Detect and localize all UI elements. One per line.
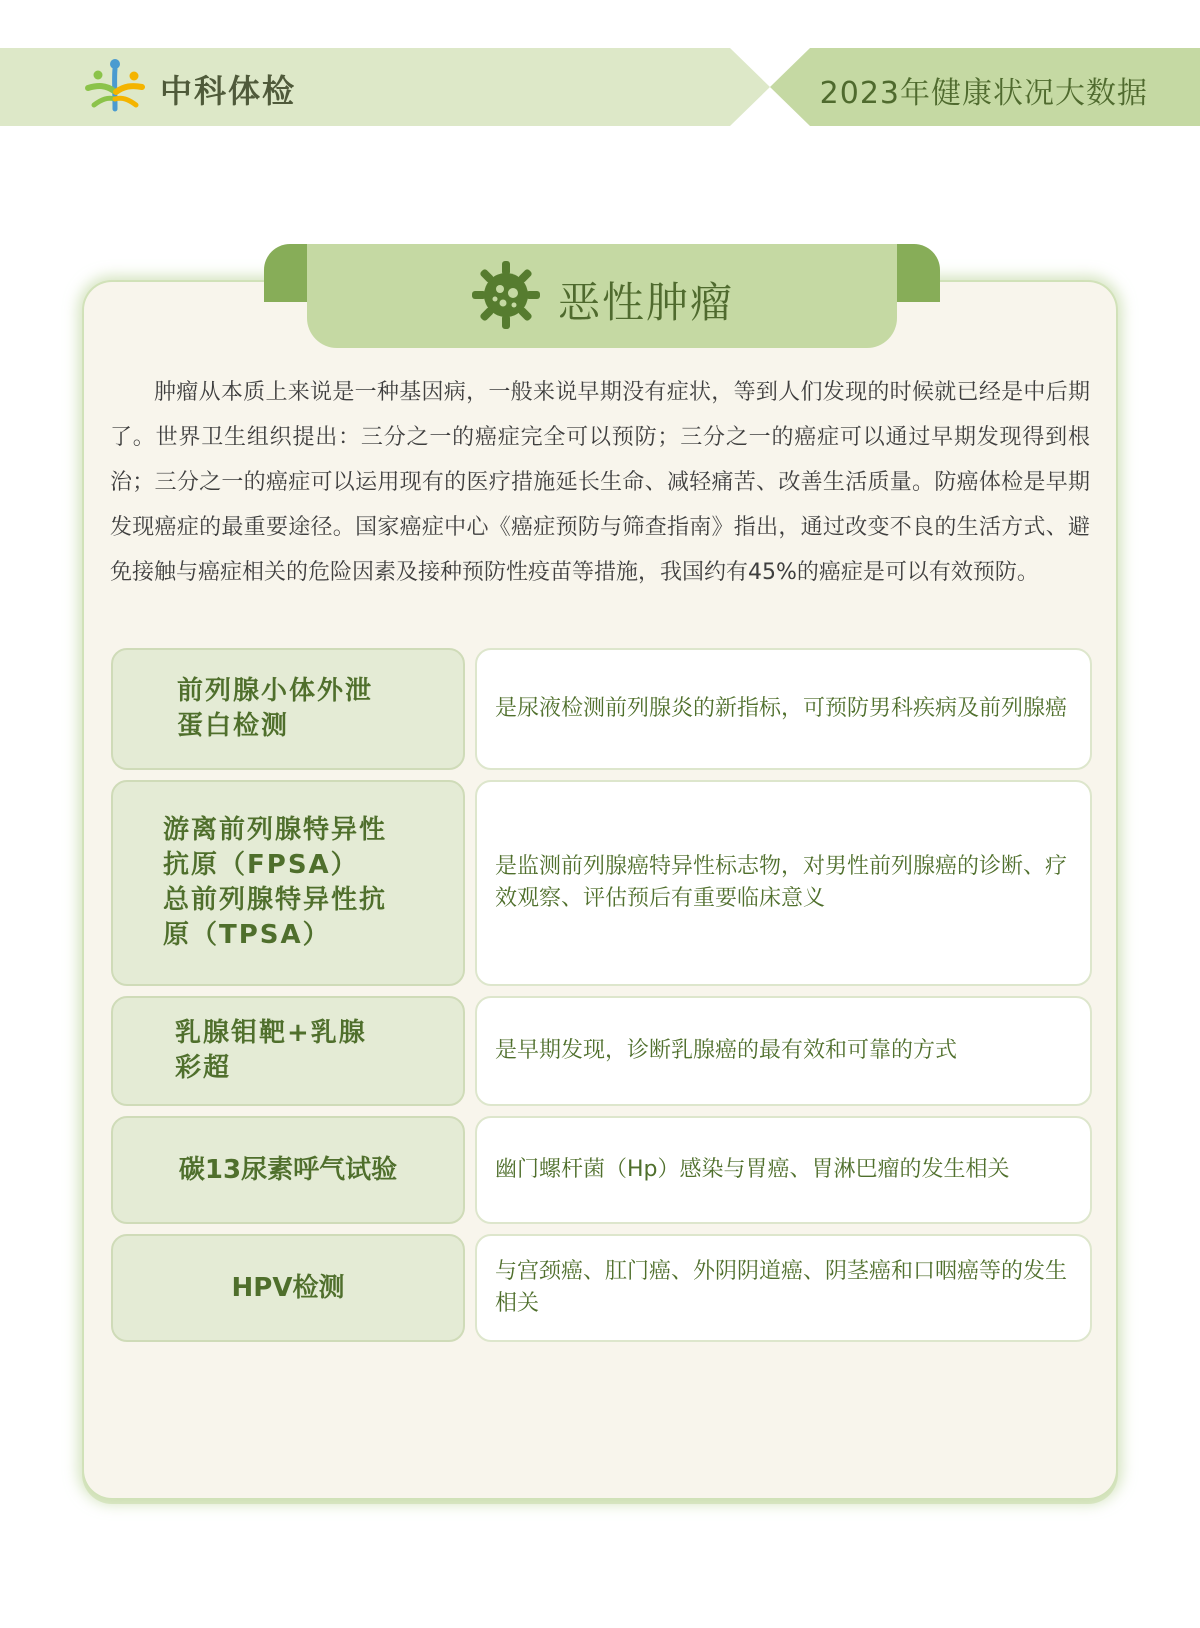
table-row xyxy=(111,1234,1091,1342)
row-label: 游离前列腺特异性 抗原（FPSA） 总前列腺特异性抗 原（TPSA） xyxy=(163,815,388,950)
header-title: 2023年健康状况大数据 xyxy=(819,76,1148,111)
row-desc: 与宫颈癌、肛门癌、外阴阴道癌、阴茎癌和口咽癌等的发生相关 xyxy=(495,1259,1068,1316)
row-label: 前列腺小体外泄 蛋白检测 xyxy=(177,676,374,741)
brand-logo-icon xyxy=(84,55,146,117)
row-desc-cell xyxy=(475,648,1092,770)
row-desc: 幽门螺杆菌（Hp）感染与胃癌、胃淋巴瘤的发生相关 xyxy=(495,1157,1010,1182)
row-label-cell xyxy=(111,996,465,1106)
row-label: 碳13尿素呼气试验 xyxy=(178,1154,398,1185)
table-row xyxy=(111,648,1091,770)
row-desc-cell xyxy=(475,1234,1092,1342)
row-label: HPV检测 xyxy=(231,1272,345,1303)
row-label-cell xyxy=(111,780,465,986)
row-label-cell xyxy=(111,1116,465,1224)
section-title: 恶性肿瘤 xyxy=(558,278,735,327)
table-row xyxy=(111,1116,1091,1224)
row-desc-cell xyxy=(475,1116,1092,1224)
row-desc: 是早期发现，诊断乳腺癌的最有效和可靠的方式 xyxy=(495,1038,958,1063)
row-desc-cell xyxy=(475,780,1092,986)
table-row xyxy=(111,996,1091,1106)
row-desc: 是监测前列腺癌特异性标志物，对男性前列腺癌的诊断、疗效观察、评估预后有重要临床意义 xyxy=(495,854,1068,911)
row-desc-cell xyxy=(475,996,1092,1106)
row-label-cell xyxy=(111,1234,465,1342)
virus-cell-icon xyxy=(470,259,542,331)
intro-paragraph: 肿瘤从本质上来说是一种基因病，一般来说早期没有症状，等到人们发现的时候就已经是中后期了。世界卫生组织提出：三分之一的癌症完全可以预防；三分之一的癌症可以通过早期发现得到根治；三分之一的癌症可以运用现有的医疗措施延长生命、减轻痛苦、改善生活质量。防癌体检是早期发现癌症的最重要途径。国家癌症中心《癌症预防与筛查指南》指出，通过改变不良的生活方式、避免接触与癌症相关的危险因素及接种预防性疫苗等措施，我国约有45%的癌症是可以有效预防。 xyxy=(110,380,1090,585)
row-label-cell xyxy=(111,648,465,770)
row-desc: 是尿液检测前列腺炎的新指标，可预防男科疾病及前列腺癌 xyxy=(495,696,1068,721)
row-label: 乳腺钼靶+乳腺 彩超 xyxy=(175,1018,367,1083)
brand-name: 中科体检 xyxy=(160,72,297,110)
table-row xyxy=(111,780,1091,986)
